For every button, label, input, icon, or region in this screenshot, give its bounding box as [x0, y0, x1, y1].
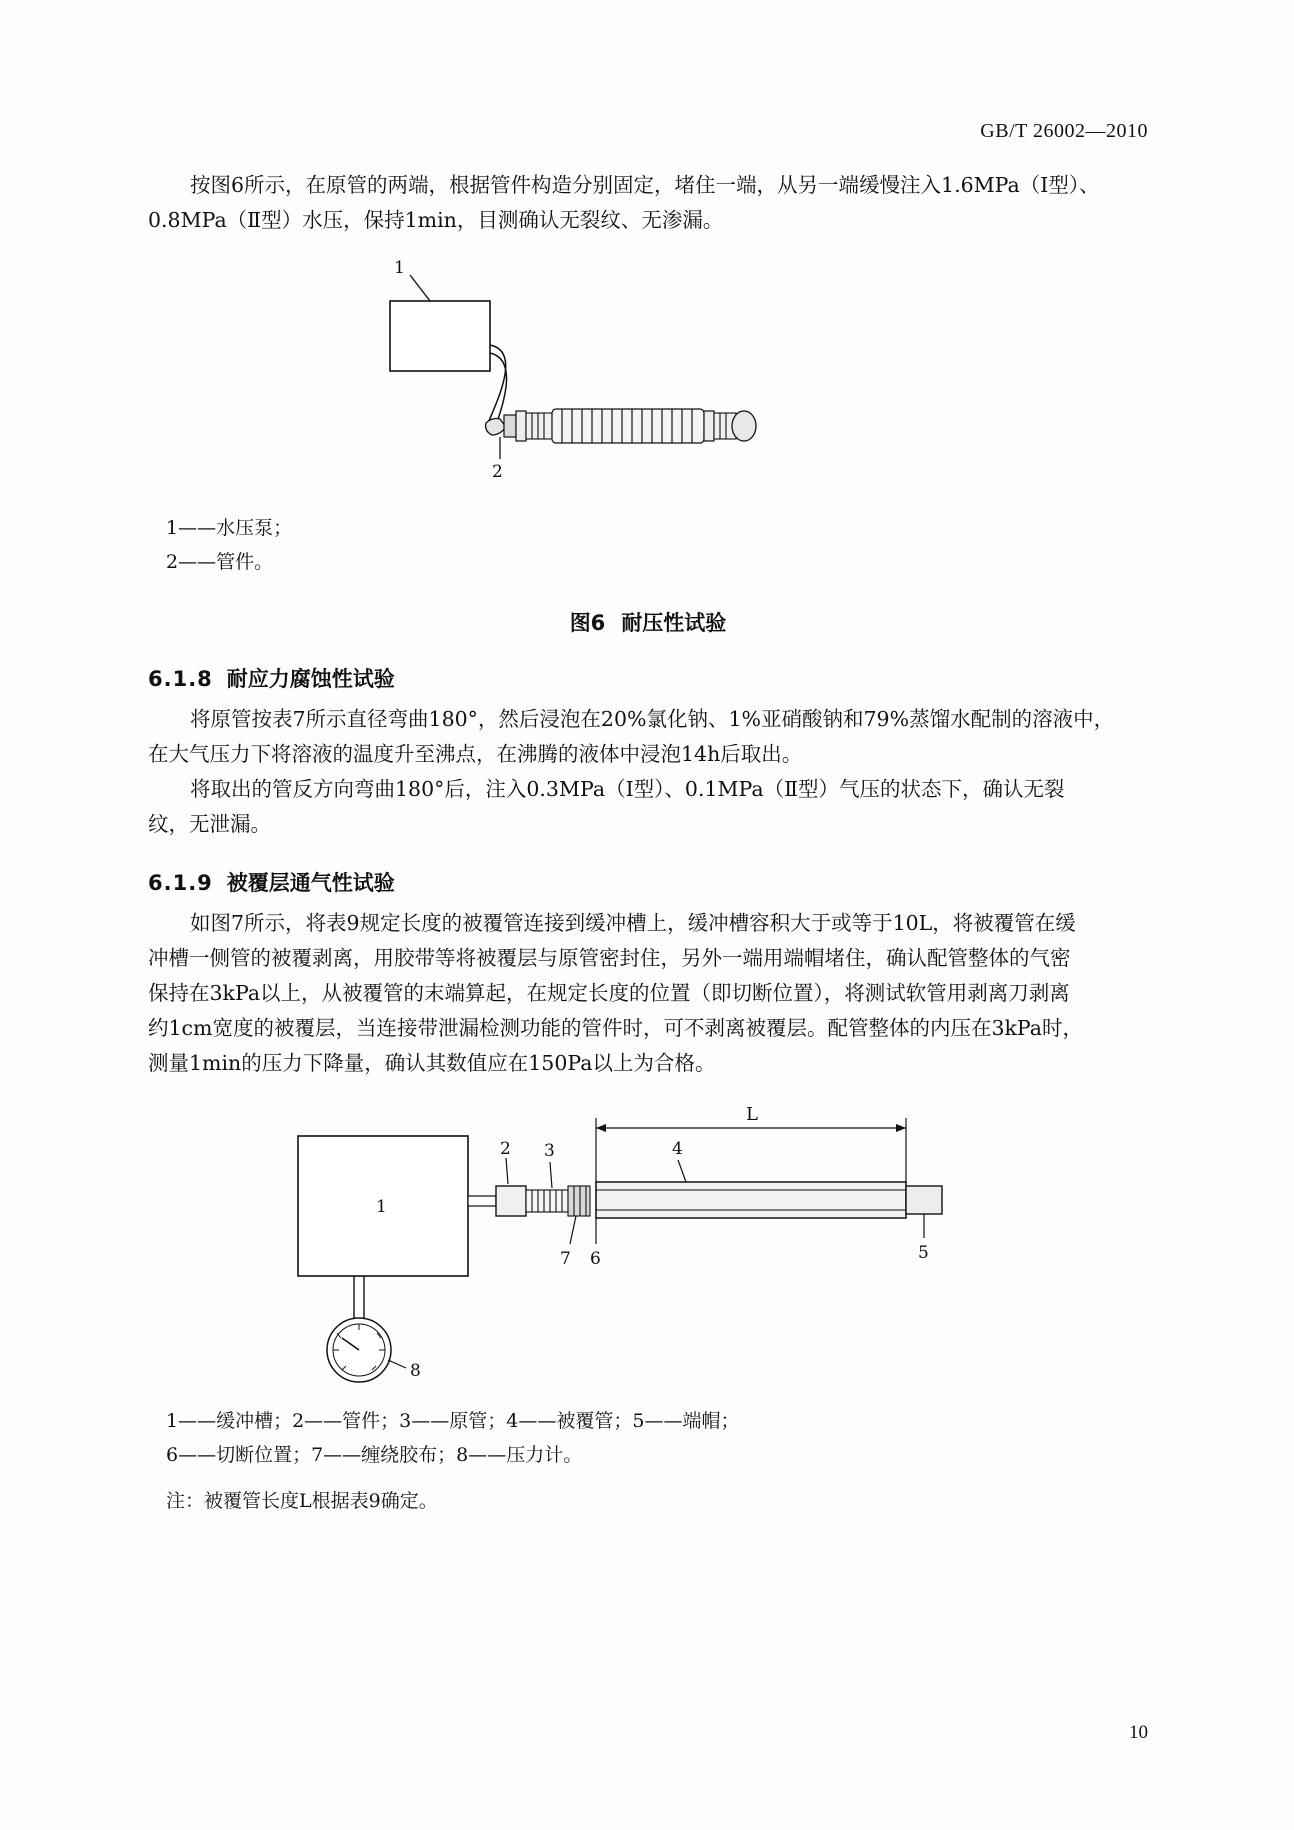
figure-6-legend: [166, 511, 1148, 579]
page-content: [148, 120, 1148, 1513]
section-618-p1-line1: 将原管按表7所示直径弯曲180°，然后浸泡在20%氯化钠、1%亚硝酸钠和79%蒸馏水配制的溶液中，: [190, 707, 1115, 731]
page-number: 10: [1129, 1722, 1148, 1743]
figure-6-legend-item-2: 2——管件。: [166, 551, 274, 573]
figure-7-callout-8: 8: [410, 1361, 421, 1381]
figure-7-callout-6: 6: [590, 1249, 601, 1269]
section-619-p1-line5: 测量1min的压力下降量，确认其数值应在150Pa以上为合格。: [148, 1051, 716, 1075]
figure-6-caption-label: 图6: [569, 611, 606, 635]
figure-7-callout-2: 2: [500, 1139, 511, 1159]
figure-7-callout-1: 1: [376, 1197, 387, 1217]
figure-7-callout-7: 7: [560, 1249, 571, 1269]
figure-7-callout-3: 3: [544, 1141, 555, 1161]
figure-6-callout-2: 2: [492, 462, 503, 482]
section-619-p1-line2: 冲槽一侧管的被覆剥离，用胶带等将被覆层与原管密封住，另外一端用端帽堵住，确认配管整体的气密: [148, 946, 1071, 970]
figure-7: [148, 1098, 1148, 1398]
paragraph-intro-line2: 0.8MPa（Ⅱ型）水压，保持1min，目测确认无裂纹、无渗漏。: [148, 208, 724, 232]
section-heading-619: [148, 867, 1148, 897]
section-title-619: 被覆层通气性试验: [226, 871, 395, 895]
section-number-618: 6.1.8: [148, 667, 213, 691]
section-618-p2-line1: 将取出的管反方向弯曲180°后，注入0.3MPa（Ⅰ型）、0.1MPa（Ⅱ型）气压的状态下，确认无裂: [190, 777, 1065, 801]
figure-7-legend-line1: 1——缓冲槽；2——管件；3——原管；4——被覆管；5——端帽；: [166, 1410, 740, 1432]
figure-6-caption: [148, 607, 1148, 637]
figure-6: [148, 255, 1148, 505]
figure-7-legend: [166, 1404, 1148, 1472]
section-heading-618: [148, 663, 1148, 693]
figure-6-caption-title: 耐压性试验: [621, 611, 727, 635]
figure-7-note: 注：被覆管长度L根据表9确定。: [166, 1490, 438, 1512]
section-618-p1-line2: 在大气压力下将溶液的温度升至沸点，在沸腾的液体中浸泡14h后取出。: [148, 742, 803, 766]
figure-7-legend-line2: 6——切断位置；7——缠绕胶布；8——压力计。: [166, 1444, 583, 1466]
figure-6-callout-1: 1: [394, 258, 405, 278]
section-number-619: 6.1.9: [148, 871, 213, 895]
standard-code-header: GB/T 26002—2010: [980, 120, 1148, 142]
section-619-p1-line4: 约1cm宽度的被覆层，当连接带泄漏检测功能的管件时，可不剥离被覆层。配管整体的内压在3kPa时，: [148, 1016, 1084, 1040]
figure-6-drawing: [148, 255, 1148, 505]
paragraph-intro-line1: 按图6所示，在原管的两端，根据管件构造分别固定，堵住一端，从另一端缓慢注入1.6MPa（Ⅰ型）、: [190, 173, 1100, 197]
figure-7-dimension-label: L: [746, 1104, 758, 1125]
section-title-618: 耐应力腐蚀性试验: [226, 667, 395, 691]
figure-6-legend-item-1: 1——水压泵；: [166, 517, 293, 539]
figure-7-callout-5: 5: [918, 1243, 929, 1263]
figure-7-callout-4: 4: [672, 1139, 683, 1159]
section-618-p2-line2: 纹，无泄漏。: [148, 812, 271, 836]
section-619-p1-line3: 保持在3kPa以上，从被覆管的末端算起，在规定长度的位置（即切断位置），将测试软管用剥离刀剥离: [148, 981, 1070, 1005]
figure-7-drawing: [148, 1098, 1148, 1398]
section-619-p1-line1: 如图7所示，将表9规定长度的被覆管连接到缓冲槽上，缓冲槽容积大于或等于10L，将被覆管在缓: [190, 911, 1076, 935]
